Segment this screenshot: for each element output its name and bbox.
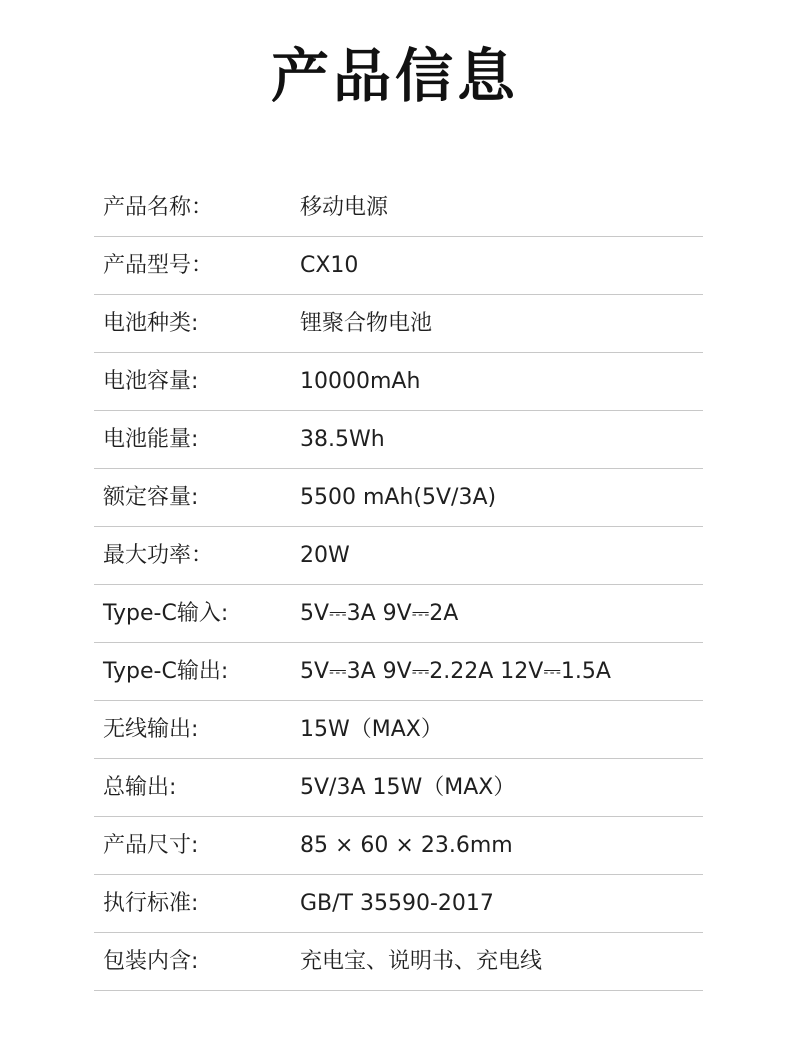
- spec-row-product-name: [94, 179, 703, 237]
- spec-row-rated-capacity: [94, 469, 703, 527]
- spec-row-dimensions: [94, 817, 703, 875]
- spec-value: 20W: [300, 543, 350, 568]
- spec-label: 产品名称：: [103, 195, 214, 220]
- spec-label: 包装内含:: [103, 949, 199, 974]
- spec-row-max-power: [94, 527, 703, 585]
- spec-row-standard: [94, 875, 703, 933]
- spec-row-typec-output: [94, 643, 703, 701]
- spec-label: 总输出:: [103, 775, 177, 800]
- spec-label: 电池能量:: [103, 427, 199, 452]
- spec-label: 最大功率：: [103, 543, 214, 568]
- spec-row-battery-energy: [94, 411, 703, 469]
- spec-label: 产品尺寸:: [103, 833, 199, 858]
- spec-value: 85 × 60 × 23.6mm: [300, 833, 513, 858]
- spec-label: 产品型号：: [103, 253, 214, 278]
- page-title: 产品信息: [270, 42, 519, 110]
- spec-value: GB/T 35590-2017: [300, 891, 494, 916]
- spec-label: 电池种类:: [103, 311, 199, 336]
- spec-value: 5V/3A 15W（MAX）: [300, 775, 516, 800]
- spec-label: 无线输出:: [103, 717, 199, 742]
- spec-label: Type-C输出:: [103, 659, 229, 684]
- spec-row-total-output: [94, 759, 703, 817]
- spec-value: CX10: [300, 253, 359, 278]
- spec-row-typec-input: [94, 585, 703, 643]
- spec-row-wireless-output: [94, 701, 703, 759]
- spec-row-model: [94, 237, 703, 295]
- spec-row-package-contents: [94, 933, 703, 991]
- spec-value: 5V⎓3A 9V⎓2.22A 12V⎓1.5A: [300, 659, 611, 684]
- spec-value: 5500 mAh(5V/3A): [300, 485, 497, 510]
- spec-row-battery-capacity: [94, 353, 703, 411]
- spec-label: 执行标准:: [103, 891, 199, 916]
- spec-table: [94, 179, 703, 991]
- spec-label: Type-C输入:: [103, 601, 229, 626]
- spec-value: 充电宝、说明书、充电线: [300, 949, 543, 974]
- spec-label: 电池容量:: [103, 369, 199, 394]
- spec-value: 移动电源: [300, 195, 389, 220]
- spec-label: 额定容量:: [103, 485, 199, 510]
- spec-value: 5V⎓3A 9V⎓2A: [300, 601, 459, 626]
- spec-value: 15W（MAX）: [300, 717, 443, 742]
- spec-value: 10000mAh: [300, 369, 421, 394]
- spec-value: 锂聚合物电池: [300, 311, 433, 336]
- spec-row-battery-type: [94, 295, 703, 353]
- spec-value: 38.5Wh: [300, 427, 385, 452]
